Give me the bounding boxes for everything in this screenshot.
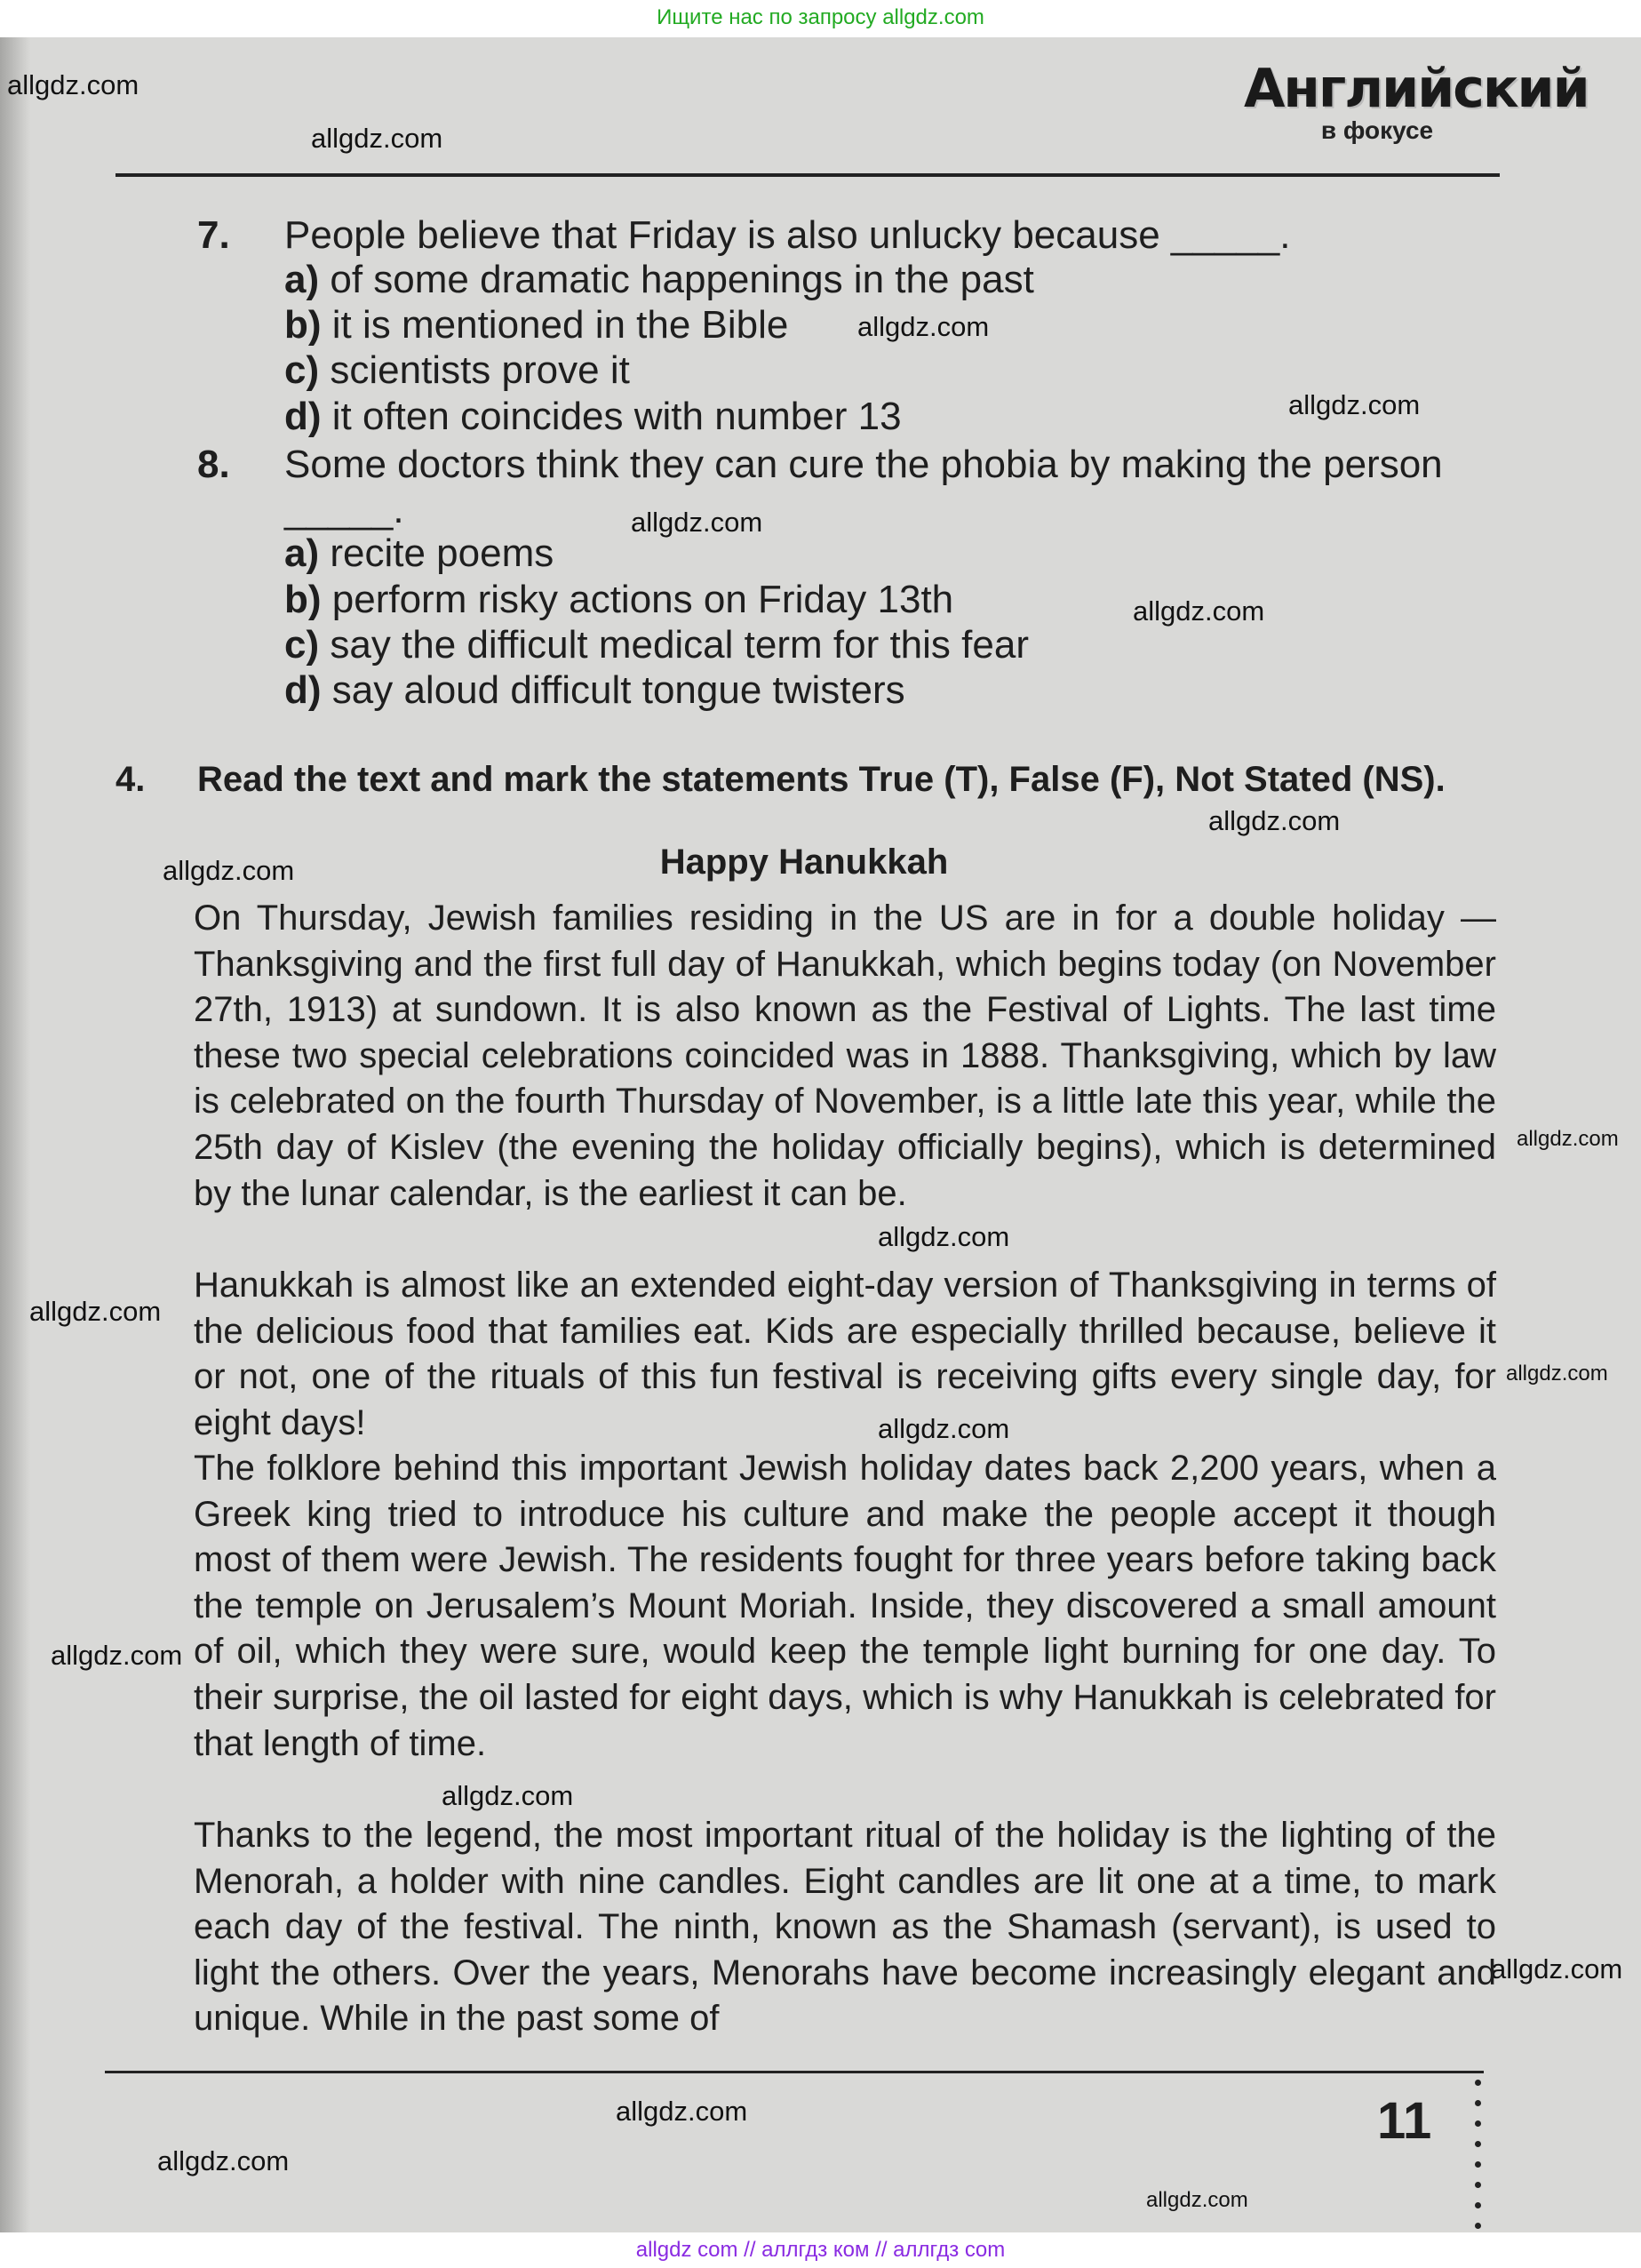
text-title: Happy Hanukkah xyxy=(659,843,949,882)
watermark: allgdz.com xyxy=(7,69,139,100)
logo-title: Английский xyxy=(1244,58,1589,120)
watermark: allgdz.com xyxy=(1288,389,1421,420)
question-stem: _____. xyxy=(284,488,404,531)
watermark: allgdz.com xyxy=(878,1221,1010,1252)
top-banner[interactable]: Ищите нас по запросу allgdz.com xyxy=(0,0,1641,37)
watermark: allgdz.com xyxy=(878,1413,1010,1444)
watermark: allgdz.com xyxy=(857,311,990,342)
answer-option: a) of some dramatic happenings in the past xyxy=(284,258,1034,301)
answer-option: b) it is mentioned in the Bible xyxy=(284,303,789,347)
page-number: 11 xyxy=(1377,2092,1432,2150)
question-number: 8. xyxy=(197,443,230,486)
text-paragraph: Thanks to the legend, the most important ritual of the holiday is the lighting of the Menorah, a holder with nine candles. Eight candles are lit one at a time, to mark each day of the festival. The ninth, known as the Shamash (servant), is used to light the others. Over the years, Menorahs have become increasingly elegant and unique. While in the past some of xyxy=(194,1816,1496,2039)
watermark: allgdz.com xyxy=(631,507,763,538)
watermark: allgdz.com xyxy=(1133,595,1265,627)
page-edge-dots xyxy=(1475,2080,1484,2243)
task-instruction: Read the text and mark the statements True (T), False (F), Not Stated (NS). xyxy=(197,760,1446,799)
watermark: allgdz.com xyxy=(1146,2188,1248,2212)
watermark: allgdz.com xyxy=(157,2145,290,2176)
header-rule xyxy=(116,173,1500,177)
page-shadow xyxy=(0,0,30,2268)
answer-option: d) say aloud difficult tongue twisters xyxy=(284,668,905,712)
book-logo xyxy=(1244,58,1589,144)
watermark: allgdz.com xyxy=(1491,1953,1623,1984)
watermark: allgdz.com xyxy=(1517,1127,1619,1151)
watermark: allgdz.com xyxy=(1506,1362,1608,1386)
logo-subtitle: в фокусе xyxy=(1320,116,1434,144)
watermark: allgdz.com xyxy=(29,1296,162,1327)
answer-option: c) scientists prove it xyxy=(284,348,630,392)
answer-option: d) it often coincides with number 13 xyxy=(284,395,902,438)
answer-option: c) say the difficult medical term for this fear xyxy=(284,623,1029,667)
text-paragraph: The folklore behind this important Jewish holiday dates back 2,200 years, when a Greek king tried to introduce his culture and make the people accept it though most of them were Jewish. The residents fought for three years before taking back the temple on Jerusalem’s Mount Moriah. Inside, they discovered a small amount of oil, which they were sure, would keep the temple light burning for one day. To their surprise, the oil lasted for eight days, which is why Hanukkah is celebrated for that length of time. xyxy=(194,1449,1496,1763)
answer-option: b) perform risky actions on Friday 13th xyxy=(284,578,954,621)
question-stem: Some doctors think they can cure the phobia by making the person xyxy=(284,443,1443,486)
watermark: allgdz.com xyxy=(311,123,443,154)
question-stem: People believe that Friday is also unlucky because _____. xyxy=(284,213,1291,257)
answer-option: a) recite poems xyxy=(284,531,554,575)
text-paragraph: On Thursday, Jewish families residing in the US are in for a double holiday — Thanksgiving and the first full day of Hanukkah, which begins today (on November 27th, 1913) at sundown. It is also known as the Festival of Lights. The last time these two special celebrations coincided was in 1888. Thanksgiving, which by law is celebrated on the fourth Thursday of November, is a little late this year, while the 25th day of Kislev (the evening the holiday officially begins), which is determined by the lunar calendar, is the earliest it can be. xyxy=(194,898,1496,1213)
footer-rule xyxy=(105,2071,1484,2073)
text-paragraph: Hanukkah is almost like an extended eight-day version of Thanksgiving in terms of the delicious food that families eat. Kids are especially thrilled because, believe it or not, one of the rituals of this fun festival is receiving gifts every single day, for eight days! xyxy=(194,1266,1496,1442)
watermark: allgdz.com xyxy=(163,855,295,886)
watermark: allgdz.com xyxy=(1208,805,1341,836)
watermark: allgdz.com xyxy=(442,1780,574,1811)
bottom-banner[interactable]: allgdz com // аллгдз ком // аллгдз com xyxy=(0,2232,1641,2268)
question-number: 7. xyxy=(197,213,230,257)
task-number: 4. xyxy=(116,760,146,799)
watermark: allgdz.com xyxy=(51,1640,183,1671)
watermark: allgdz.com xyxy=(616,2096,748,2127)
